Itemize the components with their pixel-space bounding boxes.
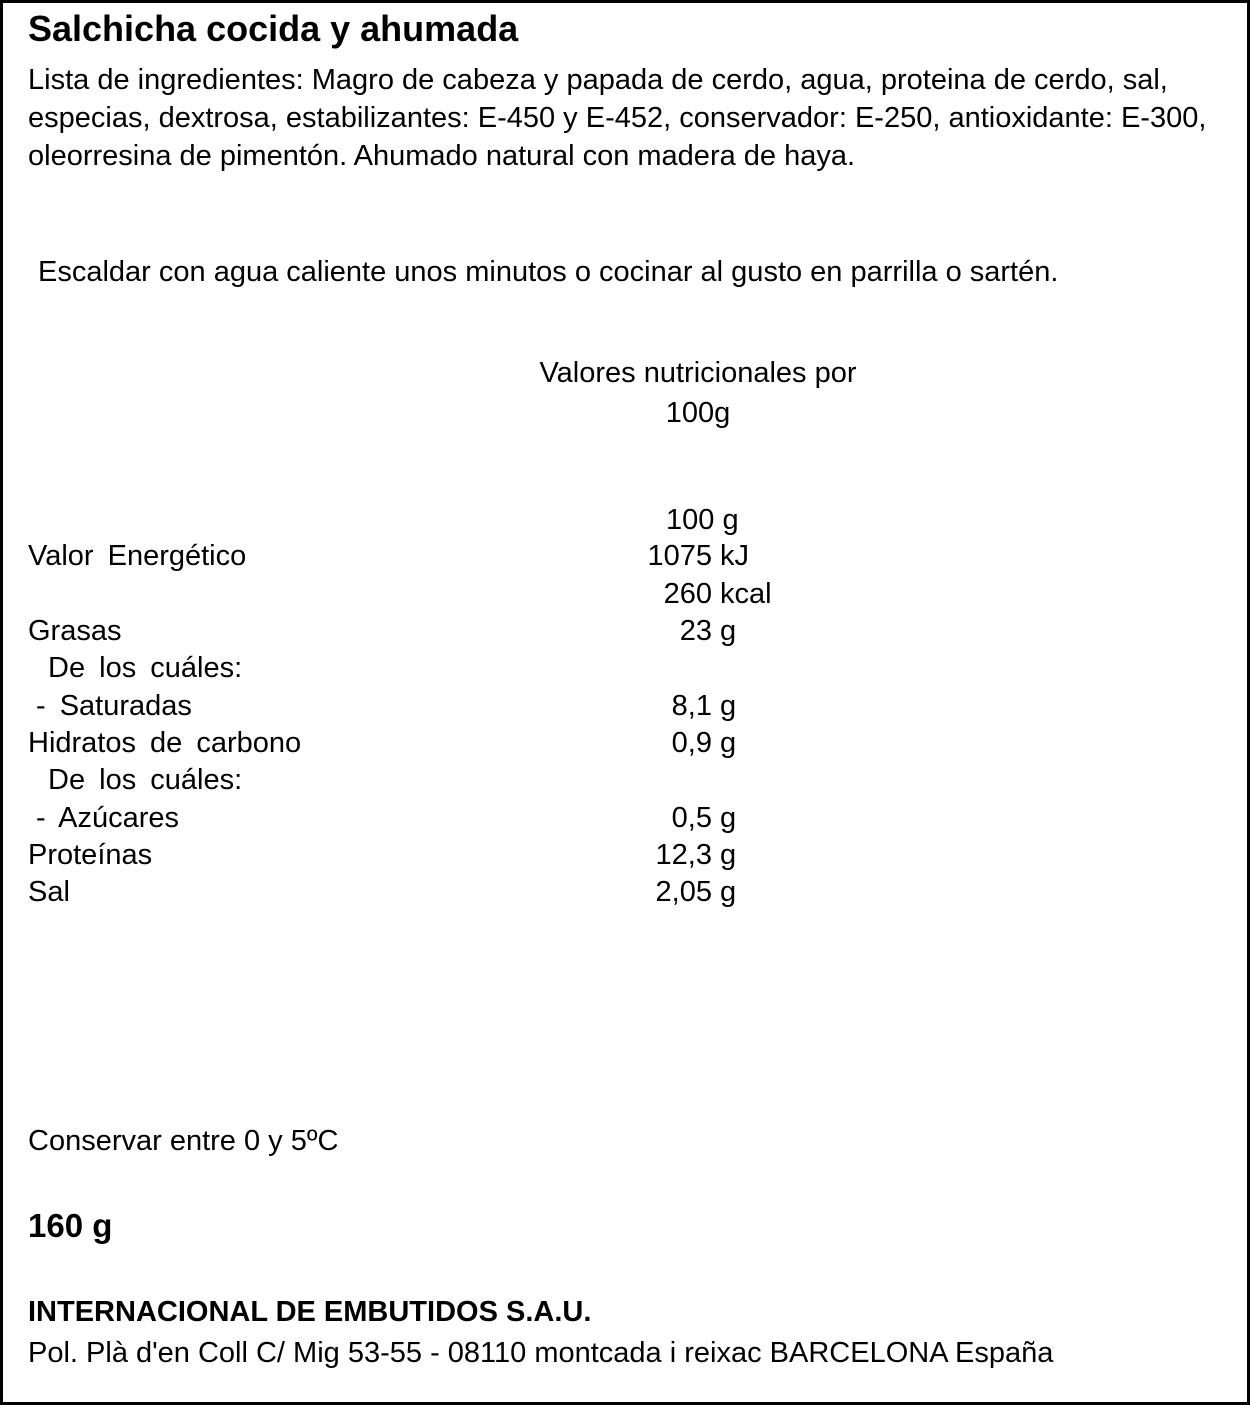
nutrition-header-line1: Valores nutricionales por [539, 357, 857, 389]
nutrient-unit: kcal [720, 578, 772, 610]
nutrient-subheading: De los cuáles: [48, 652, 243, 684]
nutrient-value: 12,3 [655, 839, 712, 871]
nutrient-value: 0,9 [671, 727, 712, 759]
nutrient-unit: g [720, 690, 737, 722]
nutrition-header-line2: 100g [665, 397, 731, 429]
preparation-instructions: Escaldar con agua caliente unos minutos o cocinar al gusto en parrilla o sartén. [38, 256, 1059, 288]
nutrient-value: 2,05 [655, 876, 712, 908]
nutrient-unit: kJ [720, 540, 749, 572]
product-title: Salchicha cocida y ahumada [28, 8, 519, 49]
net-weight: 160 g [28, 1207, 113, 1244]
nutrient-value: 0,5 [671, 802, 712, 834]
nutrient-value: 23 [679, 615, 712, 647]
nutrient-name: - Saturadas [36, 690, 192, 722]
nutrition-header [473, 353, 923, 433]
nutrient-name: Proteínas [28, 839, 153, 871]
nutrient-name: Valor Energético [28, 540, 247, 572]
nutrient-value: 1075 [647, 540, 712, 572]
company-name: INTERNACIONAL DE EMBUTIDOS S.A.U. [28, 1296, 592, 1328]
nutrient-name: Sal [28, 876, 70, 908]
nutrient-unit: g [720, 615, 737, 647]
nutrient-unit: g [720, 727, 737, 759]
nutrient-name: Grasas [28, 615, 122, 647]
nutrient-subheading: De los cuáles: [48, 764, 243, 796]
nutrition-column-label: 100 g [666, 504, 739, 536]
nutrient-name: Hidratos de carbono [28, 727, 302, 759]
company-address: Pol. Plà d'en Coll C/ Mig 53-55 - 08110 montcada i reixac BARCELONA España [28, 1337, 1054, 1369]
nutrient-unit: g [720, 876, 737, 908]
nutrient-unit: g [720, 839, 737, 871]
nutrient-name: - Azúcares [36, 802, 179, 834]
storage-instructions: Conservar entre 0 y 5ºC [28, 1125, 339, 1157]
nutrient-unit: g [720, 802, 737, 834]
ingredients-list: Lista de ingredientes: Magro de cabeza y papada de cerdo, agua, proteina de cerdo, sal, especias, dextrosa, estabilizantes: E-450 y E-452, conservador: E-250, antioxidante: E-300, oleorresina de pimentón. Ahumado natural con madera de haya. [28, 64, 1207, 172]
nutrient-value: 8,1 [671, 690, 712, 722]
nutrient-value: 260 [663, 578, 712, 610]
